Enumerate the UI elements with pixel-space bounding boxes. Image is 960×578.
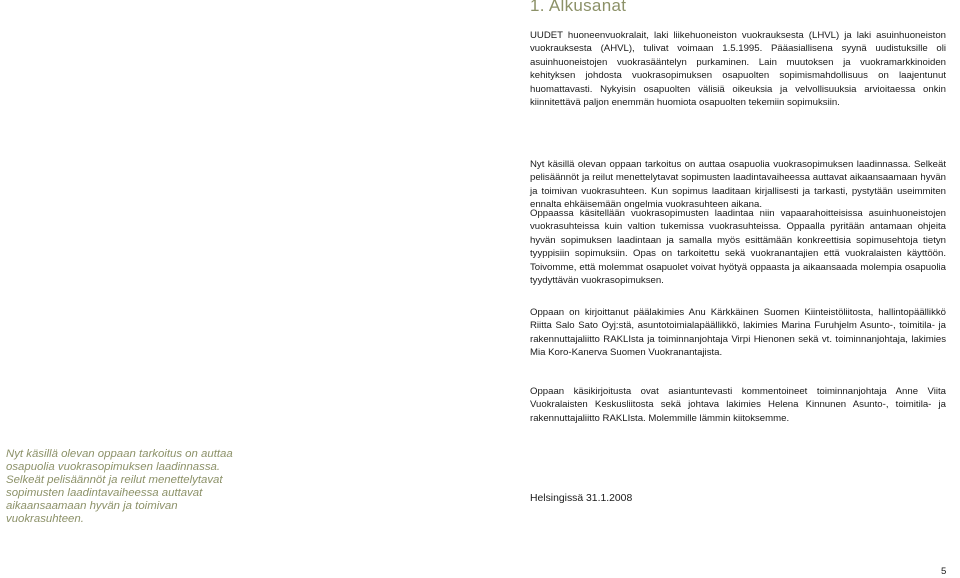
paragraph-text: UUDET huoneenvuokralait, laki liikehuoneiston vuokrauksesta (LHVL) ja laki asuinhuoneiston vuokrauksesta (AHVL), tulivat voimaan 1.5.1995. Pääasiallisena syynä uudistuksille oli asuinhuoneistojen vuokrasääntelyn purkaminen. Lain muutoksen ja vuokramarkkinoiden kehityksen johdosta vuokrasopimuksen osapuolten sopimismahdollisuus on laajentunut huomattavasti. Nykyisin osapuolten välisiä oikeuksia ja velvollisuuksia arvioitaessa onkin kiinnitettävä paljon enemmän huomiota osapuolten tekemiin sopimuksiin. bbox=[530, 30, 946, 109]
paragraph-text: Nyt käsillä olevan oppaan tarkoitus on auttaa osapuolia vuokrasopimuksen laadinnassa. Selkeät pelisäännöt ja reilut menettelytavat sopimusten laadintavaiheessa auttavat aikaansaamaan hyvän ja toimivan vuokrasuhteen. Kun sopimus laaditaan kirjallisesti ja tarkasti, pystytään useimmiten ennalta ehkäisemään ongelmia vuokrasuhteen aikana. bbox=[530, 159, 946, 211]
page-number: 5 bbox=[941, 566, 947, 577]
body-paragraph-3 bbox=[530, 207, 946, 287]
signoff-date: Helsingissä 31.1.2008 bbox=[530, 493, 633, 504]
body-paragraph-5 bbox=[530, 385, 946, 425]
body-paragraph-4 bbox=[530, 306, 946, 360]
paragraph-text: Oppaan on kirjoittanut päälakimies Anu Kärkkäinen Suomen Kiinteistöliitosta, hallintopäällikkö Riitta Salo Sato Oyj:stä, asuntotoimialapäällikkö, lakimies Marina Furuhjelm Asunto-, toimitila- ja rakennuttajaliitto RAKLIsta ja toiminnanjohtaja Virpi Hienonen sekä vt. toiminnanjohtaja, lakimies Mia Koro-Kanerva Suomen Vuokranantajista. bbox=[530, 307, 946, 359]
pull-quote bbox=[6, 448, 251, 525]
paragraph-text: Oppaan käsikirjoitusta ovat asiantuntevasti kommentoineet toiminnanjohtaja Anne Viita Vuokralaisten Keskusliitosta sekä johtava lakimies Helena Kinnunen Asunto-, toimitila- ja rakennuttajaliitto RAKLIsta. Molemmille lämmin kiitoksemme. bbox=[530, 386, 946, 424]
pull-quote-text: Nyt käsillä olevan oppaan tarkoitus on auttaa osapuolia vuokrasopimuksen laadinnassa. Selkeät pelisäännöt ja reilut menettelytavat sopimusten laadintavaiheessa auttavat aikaansaamaan hyvän ja toimivan vuokrasuhteen. bbox=[6, 448, 233, 525]
body-paragraph-2 bbox=[530, 158, 946, 212]
page-heading: 1. Alkusanat bbox=[530, 0, 627, 15]
body-paragraph-1 bbox=[530, 29, 946, 109]
paragraph-text: Oppaassa käsitellään vuokrasopimusten laadintaa niin vapaarahoitteisissa asuinhuoneistojen vuokrasuhteissa kuin valtion tukemissa vuokrasuhteissa. Oppaalla pyritään antamaan ohjeita hyvän sopimuksen laadintaan ja samalla myös esittämään konkreettisia sopimusehtoja tietyn tyyppisiin sopimuksiin. Opas on tarkoitettu sekä vuokranantajien että vuokralaisten käyttöön. Toivomme, että molemmat osapuolet voivat hyötyä oppaasta ja aikaansaada molempia osapuolia tyydyttävän vuokrasopimuksen. bbox=[530, 208, 946, 287]
